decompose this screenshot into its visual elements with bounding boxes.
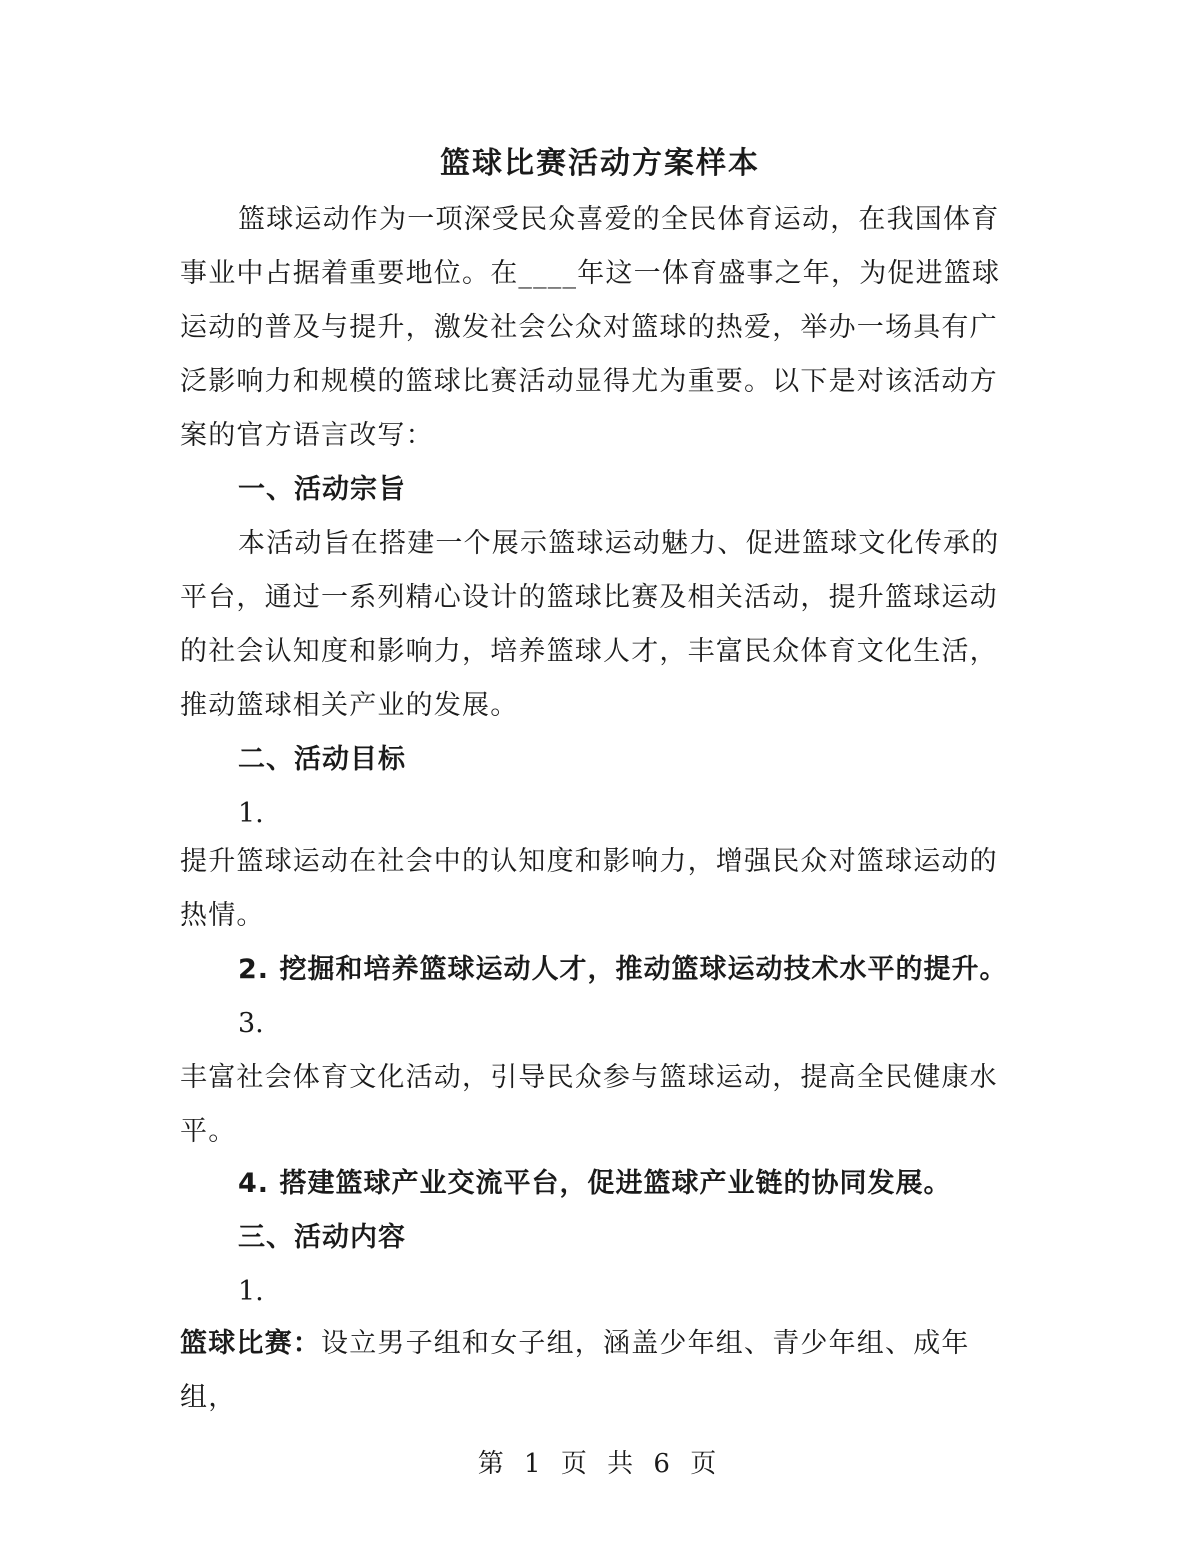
section-2-heading: 二、活动目标: [238, 744, 406, 775]
page-indicator: 第 1 页 共 6 页: [477, 1449, 723, 1479]
content-1-line: [180, 1317, 1020, 1425]
goal-1-number: 1.: [238, 798, 264, 829]
section-1-body: 本活动旨在搭建一个展示篮球运动魅力、促进篮球文化传承的平台，通过一系列精心设计的篮球比赛及相关活动，提升篮球运动的社会认知度和影响力，培养篮球人才，丰富民众体育文化生活，推动篮球相关产业的发展。: [180, 528, 1000, 721]
content-1-number: 1.: [238, 1276, 264, 1307]
goal-4-text: 4. 搭建篮球产业交流平台，促进篮球产业链的协同发展。: [238, 1168, 952, 1199]
section-3-heading: 三、活动内容: [238, 1222, 406, 1253]
goal-3-number: 3.: [238, 1008, 264, 1039]
document-title: 篮球比赛活动方案样本: [440, 146, 760, 181]
goal-3-text: 丰富社会体育文化活动，引导民众参与篮球运动，提高全民健康水平。: [180, 1062, 998, 1147]
intro-paragraph: 篮球运动作为一项深受民众喜爱的全民体育运动，在我国体育事业中占据着重要地位。在____年这一体育盛事之年，为促进篮球运动的普及与提升，激发社会公众对篮球的热爱，举办一场具有广泛影响力和规模的篮球比赛活动显得尤为重要。以下是对该活动方案的官方语言改写：: [180, 204, 1001, 451]
content-1-text: 设立男子组和女子组，涵盖少年组、青少年组、成年组，: [180, 1328, 970, 1413]
goal-2-text: 2. 挖掘和培养篮球运动人才，推动篮球运动技术水平的提升。: [238, 954, 1008, 985]
section-1-heading: 一、活动宗旨: [238, 474, 406, 505]
goal-1-text: 提升篮球运动在社会中的认知度和影响力，增强民众对篮球运动的热情。: [180, 846, 998, 931]
content-1-label: 篮球比赛：: [180, 1328, 321, 1359]
